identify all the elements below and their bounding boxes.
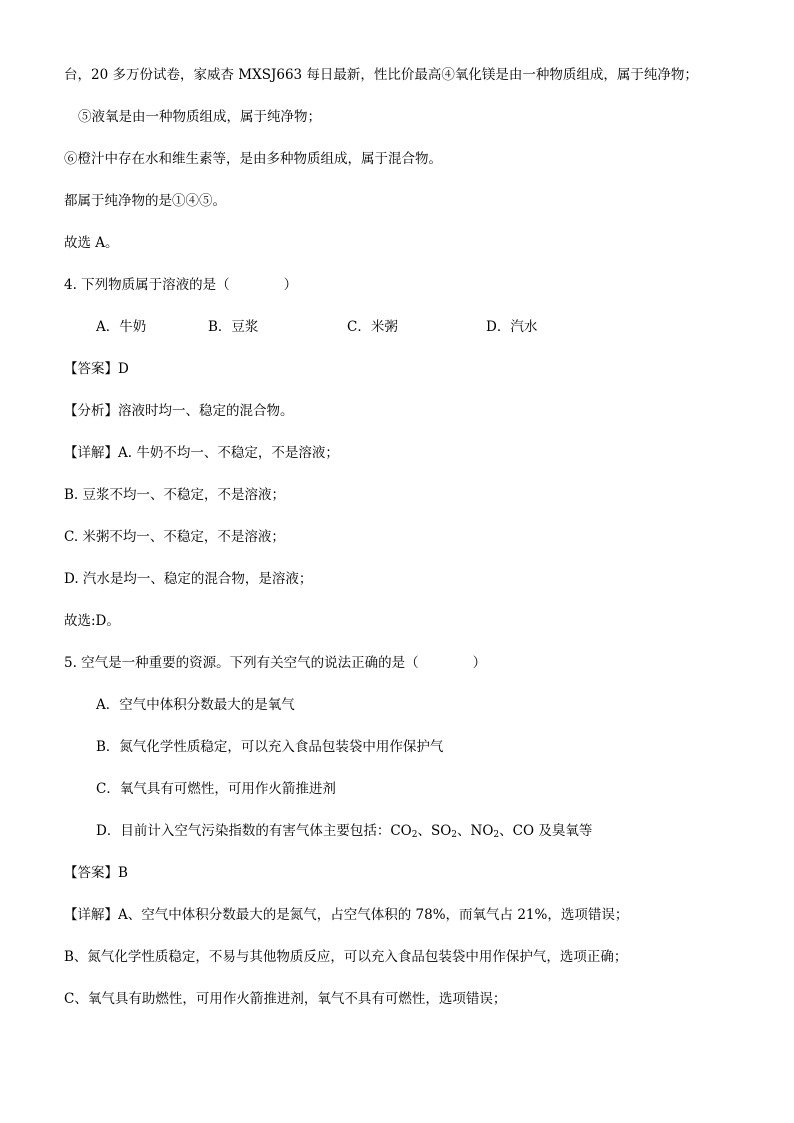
explanation-text: 【详解】A、空气中体积分数最大的是氮气，占空气体积的 78%，而氧气占 21%，选项错误； xyxy=(64,907,629,923)
question-4-options xyxy=(96,318,537,336)
text-line: D. 汽水是均一、稳定的混合物，是溶液； xyxy=(64,571,313,587)
option-b: B．氮气化学性质稳定，可以充入食品包装袋中用作保护气 xyxy=(96,739,444,755)
explanation-text: 【详解】A. 牛奶不均一、不稳定，不是溶液； xyxy=(64,445,339,461)
question-4-stem: 4. 下列物质属于溶液的是（ ） xyxy=(64,277,298,293)
text-line: 故选:D。 xyxy=(64,613,120,629)
option-b: B．豆浆 xyxy=(208,319,259,335)
text-line: 都属于纯净物的是①④⑤。 xyxy=(64,193,226,209)
text-line: B. 豆浆不均一、不稳定，不是溶液； xyxy=(64,487,286,503)
text-line: ⑥橙汁中存在水和维生素等，是由多种物质组成，属于混合物。 xyxy=(64,151,442,167)
option-d: D．目前计入空气污染指数的有害气体主要包括：$CO_2$、$SO_2$、$NO_2$、CO 及臭氧等 xyxy=(96,823,593,840)
text-line: ⑤液氧是由一种物质组成，属于纯净物； xyxy=(78,109,321,125)
text-line: B、氮气化学性质稳定，不易与其他物质反应，可以充入食品包装袋中用作保护气，选项正确； xyxy=(64,949,628,965)
option-a: A．牛奶 xyxy=(96,319,147,335)
text-line: 故选 A。 xyxy=(64,235,119,251)
option-d: D．汽水 xyxy=(486,319,538,335)
option-a: A．空气中体积分数最大的是氧气 xyxy=(96,697,295,713)
answer-label: 【答案】D xyxy=(64,361,129,377)
question-5-stem: 5. 空气是一种重要的资源。下列有关空气的说法正确的是（ ） xyxy=(64,655,487,671)
text-line: C. 米粥不均一、不稳定，不是溶液； xyxy=(64,529,285,545)
answer-label: 【答案】B xyxy=(64,865,128,881)
text-line: C、氧气具有助燃性，可用作火箭推进剂，氧气不具有可燃性，选项错误； xyxy=(64,991,507,1007)
option-c: C．米粥 xyxy=(347,319,398,335)
text-line: 台，20 多万份试卷，家威杏 MXSJ663 每日最新，性比价最高④氧化镁是由一种物质组成，属于纯净物； xyxy=(64,67,698,83)
analysis-text: 【分析】溶液时均一、稳定的混合物。 xyxy=(64,403,294,419)
option-c: C．氧气具有可燃性，可用作火箭推进剂 xyxy=(96,781,336,797)
